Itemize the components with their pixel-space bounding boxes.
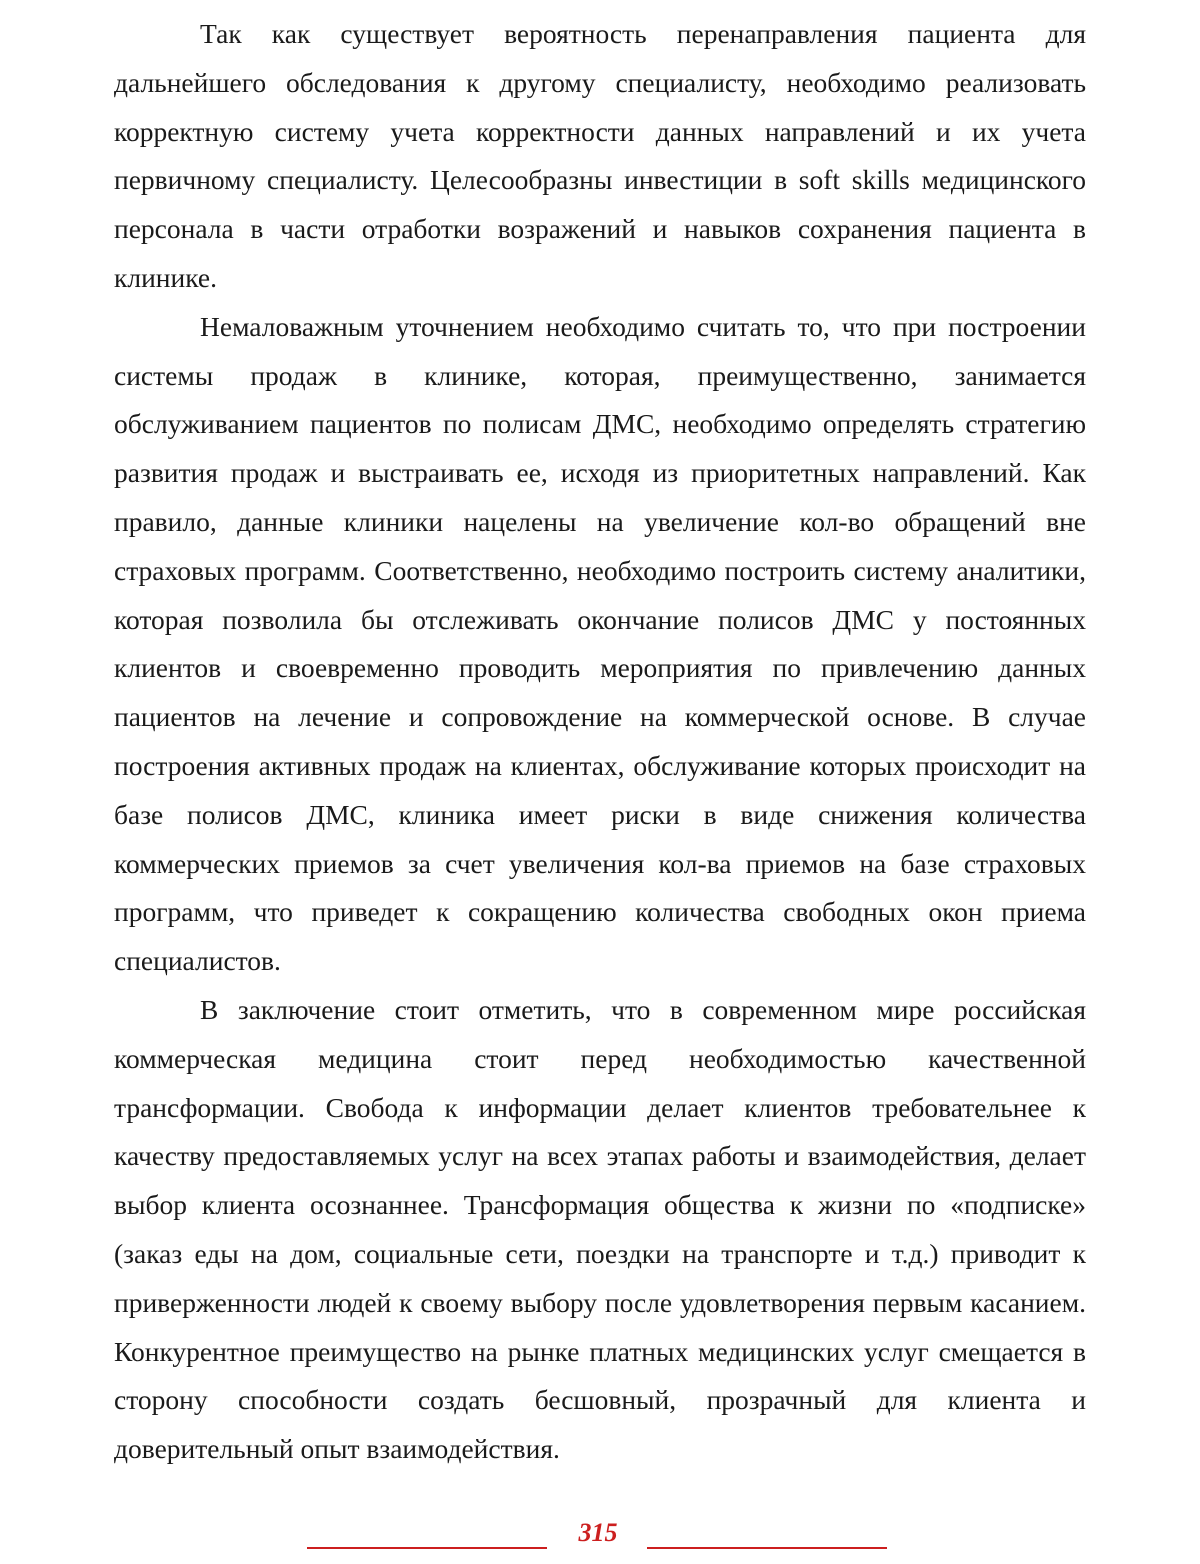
page-number: 315 xyxy=(578,1518,618,1547)
document-body xyxy=(114,10,1086,1474)
footer-rule-right xyxy=(647,1547,887,1549)
paragraph-sales-strategy: Немаловажным уточнением необходимо считать то, что при построении системы продаж в клинике, которая, преимущественно, занимается обслуживанием пациентов по полисам ДМС, необходимо определять стратегию развития продаж и выстраивать ее, исходя из приоритетных направлений. Как правило, данные клиники нацелены на увеличение кол-во обращений вне страховых программ. Соответственно, необходимо построить систему аналитики, которая позволила бы отслеживать окончание полисов ДМС у постоянных клиентов и своевременно проводить мероприятия по привлечению данных пациентов на лечение и сопровождение на коммерческой основе. В случае построения активных продаж на клиентах, обслуживание которых происходит на базе полисов ДМС, клиника имеет риски в виде снижения количества коммерческих приемов за счет увеличения кол-ва приемов на базе страховых программ, что приведет к сокращению количества свободных окон приема специалистов. xyxy=(114,310,1086,977)
paragraph-conclusion: В заключение стоит отметить, что в современном мире российская коммерческая медицина стоит перед необходимостью качественной трансформации. Свобода к информации делает клиентов требовательнее к качеству предоставляемых услуг на всех этапах работы и взаимодействия, делает выбор клиента осознаннее. Трансформация общества к жизни по «подписке» (заказ еды на дом, социальные сети, поездки на транспорте и т.д.) приводит к приверженности людей к своему выбору после удовлетворения первым касанием. Конкурентное преимущество на рынке платных медицинских услуг смещается в сторону способности создать бесшовный, прозрачный для клиента и доверительный опыт взаимодействия. xyxy=(114,993,1086,1465)
paragraph-referral-accounting: Так как существует вероятность перенаправления пациента для дальнейшего обследования к другому специалисту, необходимо реализовать корректную систему учета корректности данных направлений и их учета первичному специалисту. Целесообразны инвестиции в soft skills медицинского персонала в части отработки возражений и навыков сохранения пациента в клинике. xyxy=(114,18,1086,293)
footer-rule-left xyxy=(307,1547,547,1549)
page-footer xyxy=(0,1516,1200,1556)
